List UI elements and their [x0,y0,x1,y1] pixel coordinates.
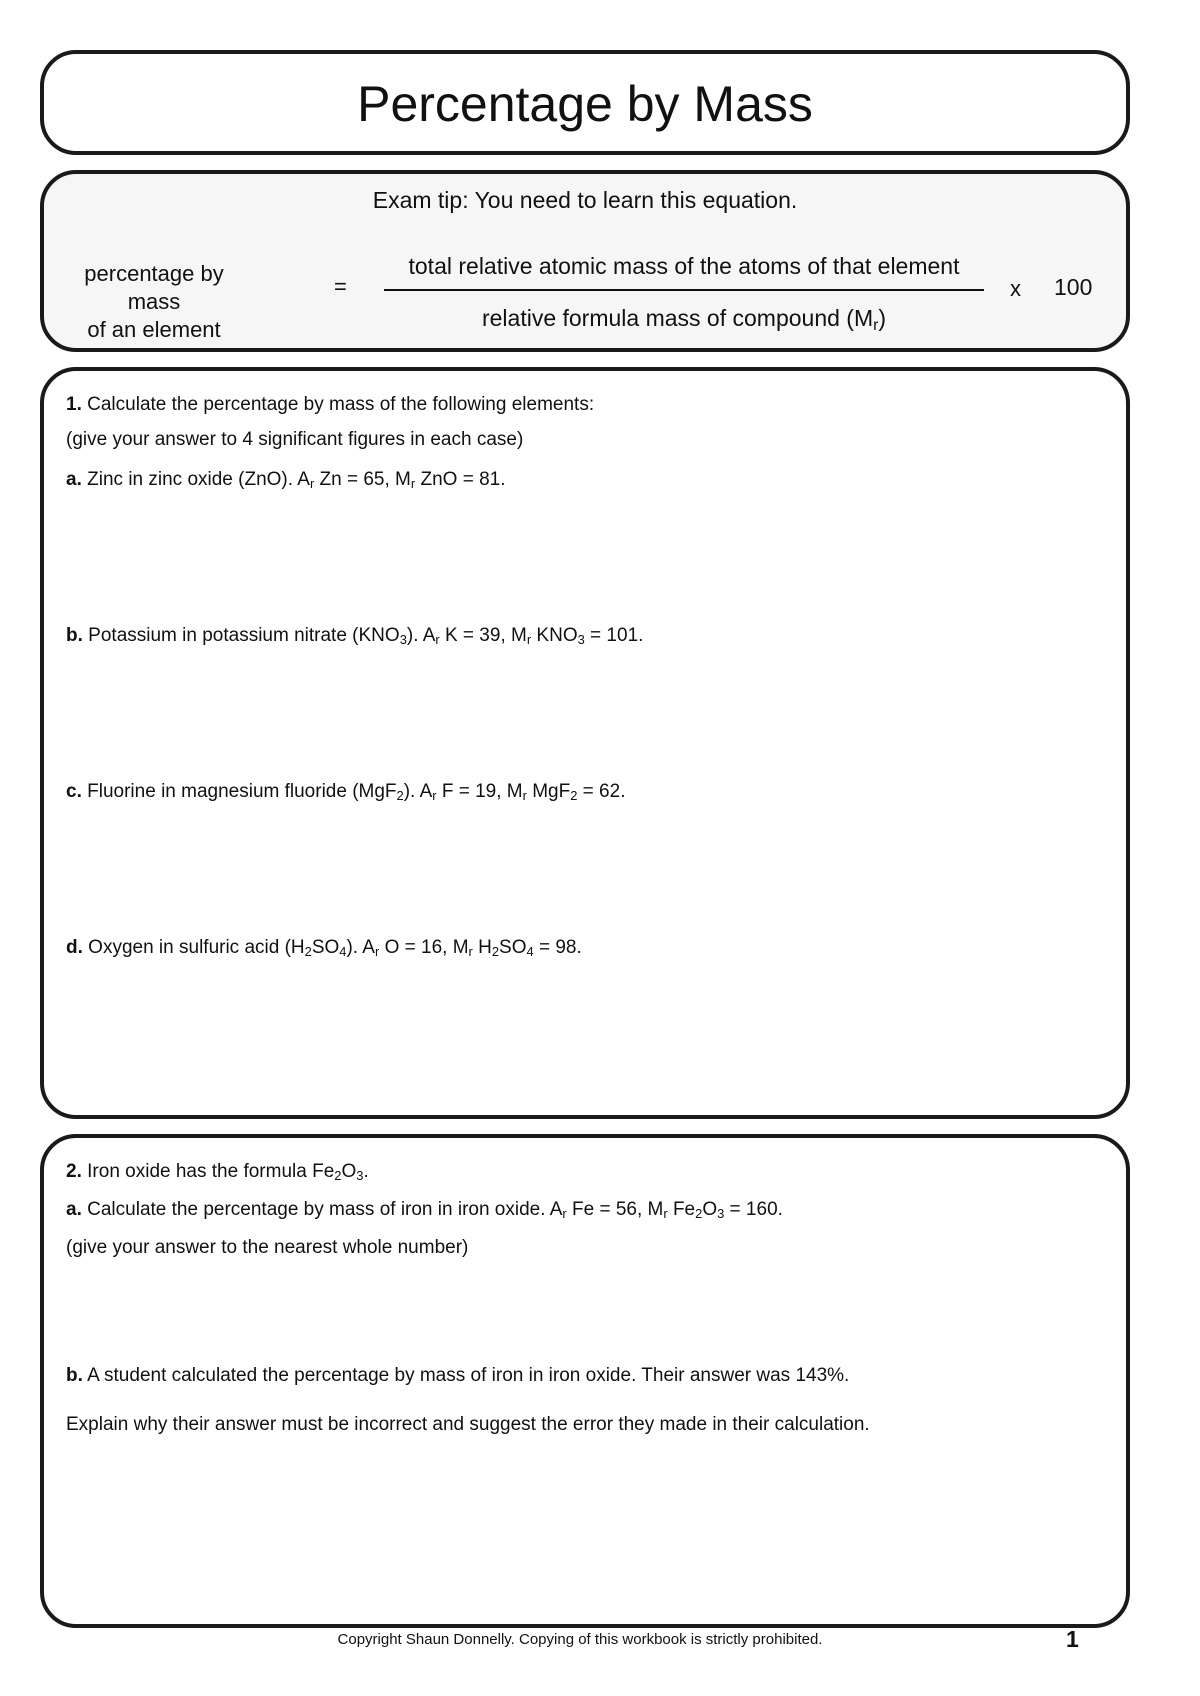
q2a [66,1198,783,1222]
q2b [66,1364,849,1388]
q1a-text: Zinc in zinc oxide (ZnO). A [87,469,310,490]
equation-denominator [384,304,984,332]
q1a-end: ZnO = 81. [415,469,506,490]
q1-stem [66,393,594,417]
multiplier: 100 [1054,274,1093,300]
q1d-text3: ). A [346,937,375,958]
q1c-text2: ). A [403,781,433,802]
denominator-close: ) [878,305,887,331]
q1c-sub2: 2 [570,788,578,804]
equation-numerator: total relative atomic mass of the atoms of that element [408,253,960,279]
q1c-text: Fluorine in magnesium fluoride (MgF [87,781,397,802]
q1-instruction: (give your answer to 4 significant figures in each case) [66,429,524,450]
denominator-text: relative formula mass of compound (M [481,305,874,331]
question-2-panel [40,1134,1130,1628]
equation-lhs-line1: percentage by mass [84,261,224,314]
equation-lhs [74,260,234,344]
q1c-mid2: MgF [526,781,571,802]
q1b-ar-sub: r [435,632,440,648]
q1d-mr-sub: r [468,944,473,960]
q1d-text2: SO [311,937,340,958]
q1b-mid2: KNO [531,625,578,646]
q1c [66,780,625,804]
q1a-mid: Zn = 65, M [314,469,411,490]
q1c-end: = 62. [577,781,626,802]
q1b-text: Potassium in potassium nitrate (KNO [88,625,400,646]
equation-lhs-line2: of an element [87,317,221,342]
q1b-sub1: 3 [399,632,407,648]
q1c-sub1: 2 [396,788,404,804]
q1b-mr-sub: r [526,632,532,648]
q1b-sub2: 3 [577,632,585,648]
q1-stem-text: Calculate the percentage by mass of the following elements: [87,394,595,415]
q1b-mid: K = 39, M [439,625,527,646]
copyright-footer: Copyright Shaun Donnelly. Copying of this workbook is strictly prohibited. [337,1631,823,1648]
q1b-end: = 101. [584,625,644,646]
q1c-ar-sub: r [432,788,437,804]
q1d [66,936,582,960]
q1c-mr-sub: r [522,788,527,804]
exam-tip: Exam tip: You need to learn this equation. [372,187,798,213]
q1c-mid: F = 19, M [436,781,523,802]
q1d-text: Oxygen in sulfuric acid (H [88,937,305,958]
q1d-sub2: 4 [339,944,347,960]
q2a-mid: Fe = 56, M [566,1199,664,1220]
q2a-label: a. [66,1199,82,1220]
denominator-sub: r [873,316,879,334]
q2a-instruction: (give your answer to the nearest whole number) [66,1237,469,1258]
question-1-panel [40,367,1130,1119]
q1d-end: = 98. [533,937,582,958]
q2-number: 2. [66,1161,82,1182]
q2a-end: = 160. [724,1199,783,1220]
q2b-explain: Explain why their answer must be incorrect and suggest the error they made in their calculation. [66,1414,870,1435]
page-title: Percentage by Mass [357,76,813,132]
q2-stem-text: Iron oxide has the formula Fe [87,1161,335,1182]
q1-number: 1. [66,394,82,415]
q1d-mid2: H [472,937,492,958]
q2a-sub1: 2 [695,1206,703,1222]
q2a-sub2: 3 [717,1206,725,1222]
q2a-ar-sub: r [562,1206,567,1222]
q1b-label: b. [66,625,83,646]
q2-stem [66,1160,369,1184]
q2a-mr-sub: r [663,1206,668,1222]
q2b-text: A student calculated the percentage by mass of iron in iron oxide. Their answer was 143%. [87,1365,850,1386]
times-sign: x [1010,276,1021,301]
q2-stem-mid: O [341,1161,357,1182]
q2-stem-end: . [363,1161,369,1182]
title-panel [40,50,1130,155]
q1c-label: c. [66,781,82,802]
q2a-mid3: O [702,1199,718,1220]
q1d-sub3: 2 [491,944,500,960]
q1a-label: a. [66,469,82,490]
q1b [66,624,643,648]
q1d-label: d. [66,937,83,958]
q1a-ar-sub: r [309,476,315,492]
q1d-mid3: SO [499,937,527,958]
q2a-mid2: Fe [667,1199,696,1220]
q1d-ar-sub: r [374,944,380,960]
q2b-label: b. [66,1365,83,1386]
q2-stem-sub2: 3 [356,1168,364,1184]
q2-stem-sub1: 2 [334,1168,342,1184]
q1d-sub1: 2 [304,944,312,960]
q1a [66,468,505,492]
q2a-text: Calculate the percentage by mass of iron in iron oxide. A [87,1199,563,1220]
fraction-line [384,289,984,291]
q1d-mid: O = 16, M [379,937,469,958]
q1d-sub4: 4 [526,944,534,960]
q1b-text2: ). A [406,625,436,646]
equation-panel [40,170,1130,352]
page-number: 1 [1066,1626,1079,1652]
equals-sign: = [334,274,347,299]
q1a-mr-sub: r [410,476,416,492]
